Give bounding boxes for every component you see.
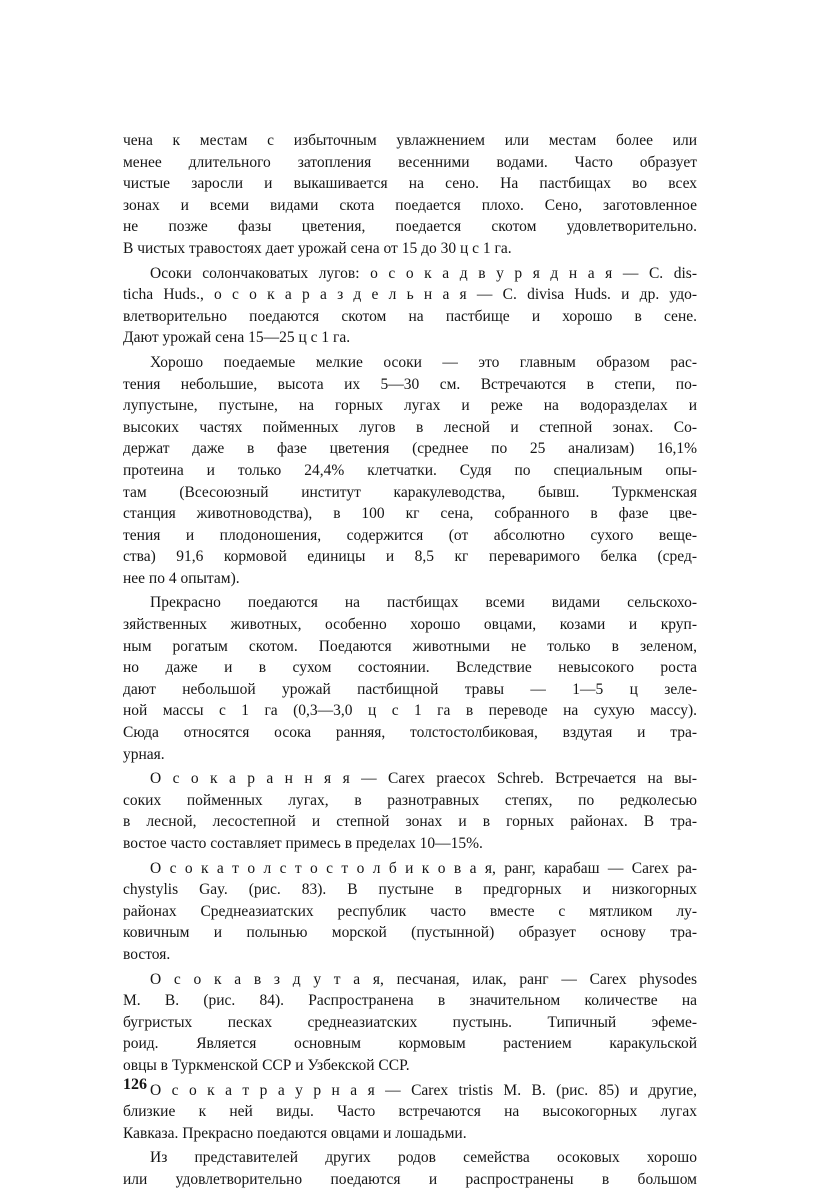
text-line: зяйственных животных, особенно хорошо овцами, козами и круп-: [123, 616, 697, 634]
text-line: Кавказа. Прекрасно поедаются овцами и лошадьми.: [123, 1124, 467, 1142]
text-line: Прекрасно поедаются на пастбищах всеми видами сельскохо-: [150, 594, 697, 612]
text-line: влетворительно поедаются скотом на пастбище и хорошо в сене.: [123, 307, 697, 325]
text-line: ticha Huds., о с о к а р а з д е л ь н а я — C. divisa Huds. и др. удо-: [123, 286, 697, 304]
text-line: лупустыне, пустыне, на горных лугах и реже на водоразделах и: [123, 397, 697, 415]
text-line: протеина и только 24,4% клетчатки. Судя по специальным опы-: [123, 461, 697, 479]
paragraph: [123, 969, 697, 1077]
text-line: ным рогатым скотом. Поедаются животными не только в зеленом,: [123, 637, 697, 655]
paragraph: [123, 352, 697, 590]
text-line: близкие к ней виды. Часто встречаются на высокогорных лугах: [123, 1103, 697, 1121]
text-line: Хорошо поедаемые мелкие осоки — это главным образом рас-: [150, 353, 697, 371]
paragraph: [123, 592, 697, 765]
text-line: держат даже в фазе цветения (среднее по 25 анализам) 16,1%: [123, 440, 697, 458]
text-line: зонах и всеми видами скота поедается плохо. Сено, заготовленное: [123, 196, 697, 214]
text-line: чена к местам с избыточным увлажнением или местам более или: [123, 132, 697, 149]
text-line: M. B. (рис. 84). Распространена в значительном количестве на: [123, 992, 697, 1010]
text-line: О с о к а в з д у т а я, песчаная, илак, ранг — Carex physodes: [150, 970, 697, 988]
text-line: Из представителей других родов семейства осоковых хорошо: [150, 1149, 697, 1167]
text-line: или удовлетворительно поедаются и распространены в большом: [123, 1170, 697, 1188]
text-line: востое часто составляет примесь в пределах 10—15%.: [123, 835, 483, 852]
page-text: [123, 130, 697, 1191]
text-line: Дают урожай сена 15—25 ц с 1 га.: [123, 329, 351, 347]
text-line: В чистых травостоях дает урожай сена от 15 до 30 ц с 1 га.: [123, 239, 512, 257]
text-line: chystylis Gay. (рис. 83). В пустыне в предгорных и низкогорных: [123, 881, 697, 899]
text-line: О с о к а т о л с т о с т о л б и к о в а я, ранг, карабаш — Carex pa-: [150, 859, 697, 877]
text-line: в лесной, лесостепной и степной зонах и в горных районах. В тра-: [123, 813, 697, 831]
text-line: ства) 91,6 кормовой единицы и 8,5 кг переваримого белка (сред-: [123, 548, 697, 566]
paragraph: [123, 1147, 697, 1190]
text-line: высоких частях пойменных лугов в лесной и степной зонах. Со-: [123, 418, 697, 436]
text-line: но даже и в сухом состоянии. Вследствие невысокого роста: [123, 659, 697, 677]
text-line: районах Среднеазиатских республик часто вместе с мятликом лу-: [123, 902, 697, 920]
text-line: нее по 4 опытам).: [123, 569, 240, 587]
text-line: ной массы с 1 га (0,3—3,0 ц с 1 га в переводе на сухую массу).: [123, 702, 697, 720]
text-line: О с о к а р а н н я я — Carex praecox Schreb. Встречается на вы-: [150, 770, 697, 788]
paragraph: [123, 1080, 697, 1145]
text-line: менее длительного затопления весенними водами. Часто образует: [123, 153, 697, 171]
paragraph: [123, 768, 697, 854]
page-number: 126: [123, 1076, 147, 1093]
text-line: Сюда относятся осока ранняя, толстостолбиковая, вздутая и тра-: [123, 724, 697, 742]
text-line: востоя.: [123, 945, 171, 963]
text-line: ковичным и полынью морской (пустынной) образует основу тра-: [123, 924, 697, 942]
text-line: соких пойменных лугах, в разнотравных степях, по редколесью: [123, 791, 697, 809]
text-line: Осоки солончаковатых лугов: о с о к а д в у р я д н а я — C. dis-: [150, 264, 697, 282]
text-line: тения небольшие, высота их 5—30 см. Встречаются в степи, по-: [123, 375, 697, 393]
text-line: бугристых песках среднеазиатских пустынь. Типичный эфеме-: [123, 1013, 697, 1031]
paragraph: [123, 263, 697, 349]
text-line: тения и плодоношения, содержится (от абсолютно сухого веще-: [123, 526, 697, 544]
text-line: чистые заросли и выкашивается на сено. На пастбищах во всех: [123, 175, 697, 193]
text-line: дают небольшой урожай пастбищной травы — 1—5 ц зеле-: [123, 680, 697, 698]
text-line: О с о к а т р а у р н а я — Carex tristis M. B. (рис. 85) и другие,: [150, 1081, 697, 1099]
paragraph: [123, 130, 697, 260]
text-line: там (Всесоюзный институт каракулеводства, бывш. Туркменская: [123, 483, 697, 501]
text-line: урная.: [123, 745, 165, 763]
text-line: станция животноводства), в 100 кг сена, собранного в фазе цве-: [123, 505, 697, 523]
text-line: не позже фазы цветения, поедается скотом удовлетворительно.: [123, 218, 697, 236]
paragraph: [123, 858, 697, 966]
text-line: роид. Является основным кормовым растением каракульской: [123, 1035, 697, 1053]
text-line: овцы в Туркменской ССР и Узбекской ССР.: [123, 1056, 410, 1074]
